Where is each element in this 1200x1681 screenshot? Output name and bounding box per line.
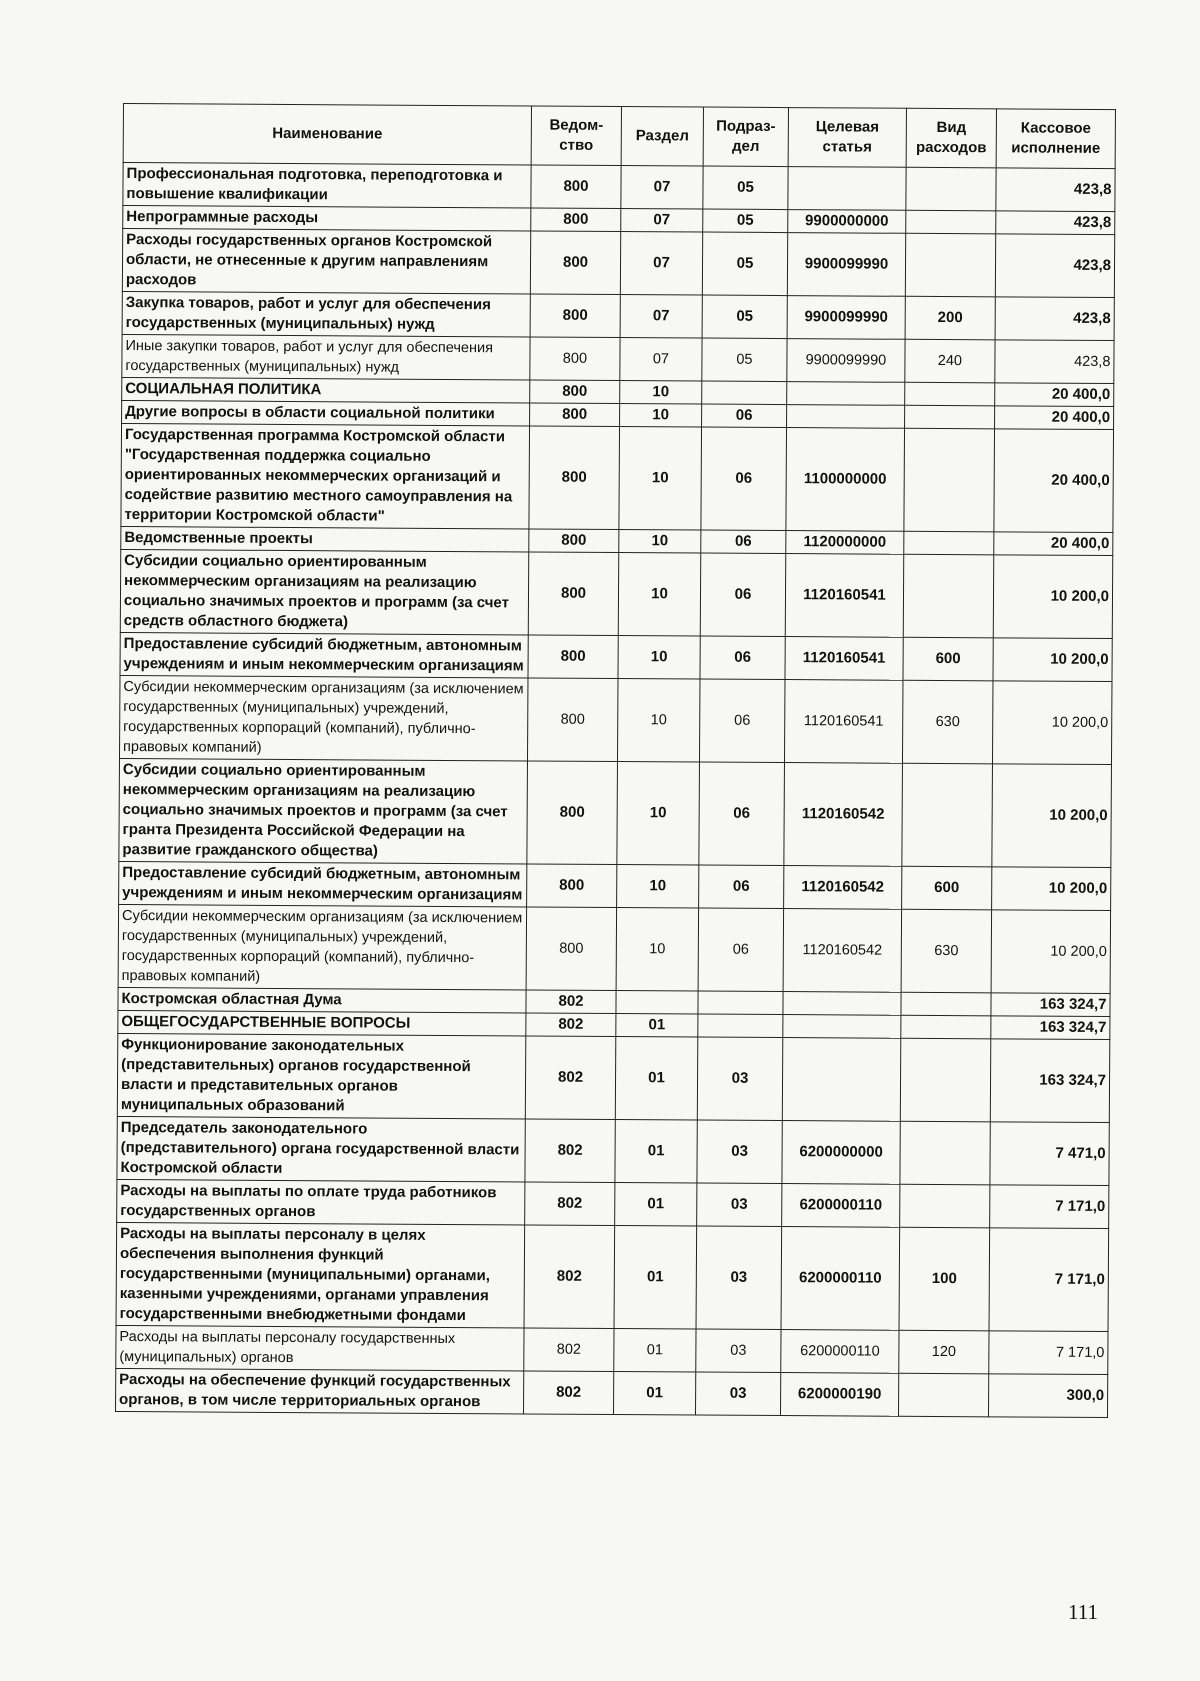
cell-subsection: 05 xyxy=(703,166,788,210)
cell-amount: 7 171,0 xyxy=(989,1228,1109,1332)
cell-section: 01 xyxy=(616,1014,698,1038)
cell-expense-type: 200 xyxy=(905,296,995,340)
cell-expense-type xyxy=(905,233,995,297)
cell-expense-type: 600 xyxy=(902,866,992,910)
cell-dept: 800 xyxy=(526,907,617,991)
table-header-row xyxy=(123,104,1115,169)
cell-target: 1120000000 xyxy=(786,531,904,555)
cell-expense-type: 100 xyxy=(899,1227,990,1331)
cell-target: 1120160542 xyxy=(783,909,902,993)
cell-amount: 20 400,0 xyxy=(994,532,1113,556)
cell-name: Другие вопросы в области социальной политики xyxy=(122,400,530,425)
cell-expense-type xyxy=(902,763,993,867)
cell-expense-type xyxy=(906,167,996,211)
cell-subsection: 03 xyxy=(696,1226,782,1330)
cell-subsection xyxy=(698,991,783,1015)
table-row xyxy=(121,423,1114,532)
cell-dept: 802 xyxy=(524,1328,614,1372)
cell-dept: 800 xyxy=(530,231,620,295)
cell-dept: 802 xyxy=(523,1371,613,1415)
cell-amount: 423,8 xyxy=(996,211,1115,235)
cell-subsection: 05 xyxy=(702,338,787,382)
cell-subsection: 06 xyxy=(702,404,787,428)
cell-subsection: 06 xyxy=(699,865,784,909)
cell-name: Субсидии социально ориентированным некоммерческим организациям на реализацию социально значимых проектов и программ (за счет гранта Президента Российской Федерации на развитие гражданского общества) xyxy=(119,758,528,863)
cell-subsection: 03 xyxy=(695,1372,780,1416)
cell-dept: 800 xyxy=(530,337,620,381)
cell-subsection: 06 xyxy=(701,530,786,554)
cell-section: 01 xyxy=(615,1183,697,1227)
cell-section: 10 xyxy=(617,679,700,762)
header-name: Наименование xyxy=(123,104,531,165)
cell-section: 01 xyxy=(615,1037,698,1120)
cell-target: 9900000000 xyxy=(788,210,906,234)
cell-section: 10 xyxy=(619,427,702,530)
cell-expense-type: 600 xyxy=(903,637,993,681)
cell-name: Субсидии социально ориентированным некоммерческим организациям на реализацию социально значимых проектов и программ (за счет средств областного бюджета) xyxy=(120,549,528,634)
document-page xyxy=(115,103,1115,1418)
cell-amount: 20 400,0 xyxy=(994,429,1114,533)
cell-expense-type xyxy=(905,405,995,429)
cell-dept: 800 xyxy=(527,864,617,908)
table-row xyxy=(123,163,1115,212)
cell-dept: 802 xyxy=(526,1013,616,1037)
cell-amount: 10 200,0 xyxy=(992,764,1112,868)
cell-target: 1100000000 xyxy=(786,428,905,532)
cell-subsection: 06 xyxy=(701,427,787,531)
cell-expense-type xyxy=(905,382,995,406)
table-row xyxy=(119,758,1112,867)
cell-name: Председатель законодательного (представительного) органа государственной власти Костромской области xyxy=(117,1116,525,1181)
cell-target: 1120160542 xyxy=(784,866,902,910)
cell-expense-type xyxy=(906,210,996,234)
cell-amount: 20 400,0 xyxy=(995,406,1114,430)
cell-amount: 423,8 xyxy=(995,340,1114,384)
cell-section: 07 xyxy=(621,166,703,210)
cell-amount: 10 200,0 xyxy=(992,681,1112,765)
header-target: Целевая статья xyxy=(788,108,906,168)
cell-name: СОЦИАЛЬНАЯ ПОЛИТИКА xyxy=(122,377,530,402)
cell-target: 1120160541 xyxy=(784,680,903,764)
cell-dept: 800 xyxy=(529,529,619,553)
cell-target: 9900099990 xyxy=(787,233,905,297)
cell-target: 6200000190 xyxy=(780,1373,898,1417)
cell-target: 6200000110 xyxy=(781,1330,899,1374)
cell-section: 01 xyxy=(615,1120,697,1183)
cell-name: Субсидии некоммерческим организациям (за исключением государственных (муниципальных) учреждений, государственных корпораций (компаний), публично-правовых компаний) xyxy=(118,904,526,989)
cell-target: 6200000000 xyxy=(782,1121,900,1185)
cell-dept: 800 xyxy=(527,678,618,762)
cell-subsection: 06 xyxy=(699,679,785,763)
cell-target: 9900099990 xyxy=(787,296,905,340)
cell-name: Расходы на выплаты персоналу в целях обеспечения выполнения функций государственными (муниципальными) органами, казенными учреждениями, органами управления государственными внебюджетными фондами xyxy=(116,1222,525,1327)
cell-name: ОБЩЕГОСУДАРСТВЕННЫЕ ВОПРОСЫ xyxy=(118,1010,526,1035)
table-row xyxy=(116,1325,1108,1374)
cell-subsection: 03 xyxy=(697,1183,782,1227)
cell-amount: 7 471,0 xyxy=(990,1122,1109,1186)
table-row xyxy=(122,291,1114,340)
cell-name: Расходы государственных органов Костромской области, не отнесенные к другим направлениям расходов xyxy=(122,229,530,294)
cell-section: 10 xyxy=(618,553,701,636)
cell-subsection xyxy=(698,1014,783,1038)
cell-amount: 20 400,0 xyxy=(995,383,1114,407)
header-dept: Ведом-ство xyxy=(531,106,621,166)
cell-amount: 423,8 xyxy=(995,234,1114,298)
cell-amount: 423,8 xyxy=(995,297,1114,341)
cell-section: 10 xyxy=(617,865,699,909)
table-row xyxy=(122,229,1114,298)
cell-target: 1120160542 xyxy=(784,763,903,867)
cell-dept: 802 xyxy=(524,1225,615,1329)
cell-name: Профессиональная подготовка, переподготовка и повышение квалификации xyxy=(123,163,531,208)
cell-section: 10 xyxy=(617,762,700,865)
cell-expense-type: 240 xyxy=(905,339,995,383)
cell-expense-type: 630 xyxy=(902,680,993,764)
cell-name: Ведомственные проекты xyxy=(121,526,529,551)
cell-target xyxy=(787,405,905,429)
cell-expense-type xyxy=(900,1038,991,1122)
cell-dept: 802 xyxy=(526,990,616,1014)
cell-target xyxy=(787,382,905,406)
cell-name: Функционирование законодательных (представительных) органов государственной власти и представительных органов муниципальных образований xyxy=(117,1033,525,1118)
cell-expense-type: 630 xyxy=(901,909,992,993)
cell-dept: 800 xyxy=(531,165,621,209)
table-row xyxy=(119,861,1111,910)
cell-section: 01 xyxy=(613,1372,695,1416)
cell-section: 10 xyxy=(620,404,702,428)
cell-subsection: 06 xyxy=(700,553,786,637)
cell-section: 10 xyxy=(618,636,700,680)
cell-amount: 300,0 xyxy=(988,1374,1107,1418)
cell-subsection: 05 xyxy=(703,209,788,233)
cell-name: Государственная программа Костромской области "Государственная поддержка социально ориентированных некоммерческих организаций и содействие развитию местного самоуправления на территории Костромской области" xyxy=(121,423,530,528)
cell-target xyxy=(783,992,901,1016)
cell-name: Расходы на выплаты персоналу государственных (муниципальных) органов xyxy=(116,1325,524,1370)
budget-table xyxy=(115,103,1116,1418)
table-row xyxy=(116,1222,1109,1331)
cell-name: Костромская областная Дума xyxy=(118,987,526,1012)
cell-target: 1120160541 xyxy=(785,554,904,638)
cell-section: 01 xyxy=(614,1329,696,1373)
table-row xyxy=(117,1033,1109,1122)
cell-section: 01 xyxy=(614,1226,697,1329)
cell-name: Предоставление субсидий бюджетным, автономным учреждениям и иным некоммерческим организациям xyxy=(119,861,527,906)
header-expense-type: Вид расходов xyxy=(906,108,996,168)
cell-expense-type: 120 xyxy=(899,1330,989,1374)
page-number: 111 xyxy=(1068,1600,1098,1624)
table-row xyxy=(116,1368,1108,1417)
cell-amount: 163 324,7 xyxy=(991,993,1110,1017)
cell-amount: 7 171,0 xyxy=(989,1331,1108,1375)
cell-amount: 7 171,0 xyxy=(990,1185,1109,1229)
cell-section: 07 xyxy=(621,209,703,233)
cell-target xyxy=(783,1015,901,1039)
cell-dept: 800 xyxy=(531,208,621,232)
cell-dept: 802 xyxy=(525,1182,615,1226)
cell-amount: 423,8 xyxy=(996,168,1115,212)
table-row xyxy=(120,632,1112,681)
cell-subsection xyxy=(702,381,787,405)
cell-amount: 163 324,7 xyxy=(990,1039,1110,1123)
cell-dept: 800 xyxy=(530,380,620,404)
cell-name: Расходы на выплаты по оплате труда работников государственных органов xyxy=(117,1179,525,1224)
table-row xyxy=(120,549,1112,638)
cell-amount: 10 200,0 xyxy=(992,867,1111,911)
cell-target xyxy=(782,1038,901,1122)
cell-amount: 163 324,7 xyxy=(991,1016,1110,1040)
cell-section xyxy=(616,991,698,1015)
cell-dept: 800 xyxy=(527,761,618,865)
cell-name: Непрограммные расходы xyxy=(123,206,531,231)
cell-name: Субсидии некоммерческим организациям (за исключением государственных (муниципальных) учреждений, государственных корпораций (компаний), публично-правовых компаний) xyxy=(119,675,527,760)
cell-dept: 802 xyxy=(525,1119,615,1183)
table-row xyxy=(118,904,1110,993)
cell-subsection: 06 xyxy=(700,636,785,680)
cell-name: Предоставление субсидий бюджетным, автономным учреждениям и иным некоммерческим организациям xyxy=(120,632,528,677)
cell-section: 07 xyxy=(620,338,702,382)
cell-expense-type xyxy=(904,531,994,555)
cell-section: 10 xyxy=(620,381,702,405)
cell-section: 07 xyxy=(620,295,702,339)
cell-dept: 800 xyxy=(528,635,618,679)
cell-dept: 802 xyxy=(525,1036,616,1120)
cell-subsection: 03 xyxy=(697,1037,783,1121)
cell-expense-type xyxy=(900,1184,990,1228)
header-amount: Кассовое исполнение xyxy=(996,109,1115,169)
cell-dept: 800 xyxy=(529,426,620,530)
cell-amount: 10 200,0 xyxy=(993,555,1113,639)
cell-subsection: 05 xyxy=(702,232,787,296)
cell-target: 6200000110 xyxy=(781,1227,900,1331)
table-body xyxy=(116,163,1116,1418)
table-row xyxy=(117,1179,1109,1228)
table-row xyxy=(119,675,1111,764)
cell-target: 6200000110 xyxy=(782,1184,900,1228)
cell-expense-type xyxy=(898,1373,988,1417)
cell-section: 10 xyxy=(616,908,699,991)
cell-target: 9900099990 xyxy=(787,339,905,383)
cell-name: Иные закупки товаров, работ и услуг для обеспечения государственных (муниципальных) нужд xyxy=(122,334,530,379)
cell-subsection: 05 xyxy=(702,295,787,339)
cell-name: Закупка товаров, работ и услуг для обеспечения государственных (муниципальных) нужд xyxy=(122,291,530,336)
cell-dept: 800 xyxy=(530,403,620,427)
header-subsection: Подраз-дел xyxy=(703,107,788,167)
cell-name: Расходы на обеспечение функций государственных органов, в том числе территориальных органов xyxy=(116,1368,524,1413)
cell-amount: 10 200,0 xyxy=(993,638,1112,682)
cell-expense-type xyxy=(903,554,994,638)
cell-expense-type xyxy=(904,428,995,532)
cell-expense-type xyxy=(901,992,991,1016)
cell-expense-type xyxy=(900,1121,990,1185)
cell-subsection: 03 xyxy=(697,1120,782,1184)
cell-subsection: 06 xyxy=(699,762,785,866)
cell-section: 10 xyxy=(619,530,701,554)
cell-target xyxy=(788,167,906,211)
header-section: Раздел xyxy=(621,107,703,166)
cell-target: 1120160541 xyxy=(785,637,903,681)
cell-amount: 10 200,0 xyxy=(991,910,1111,994)
table-row xyxy=(117,1116,1109,1185)
table-row xyxy=(122,334,1114,383)
cell-dept: 800 xyxy=(528,552,619,636)
cell-expense-type xyxy=(901,1015,991,1039)
cell-section: 07 xyxy=(620,232,702,295)
cell-subsection: 03 xyxy=(696,1329,781,1373)
cell-subsection: 06 xyxy=(698,908,784,992)
cell-dept: 800 xyxy=(530,294,620,338)
